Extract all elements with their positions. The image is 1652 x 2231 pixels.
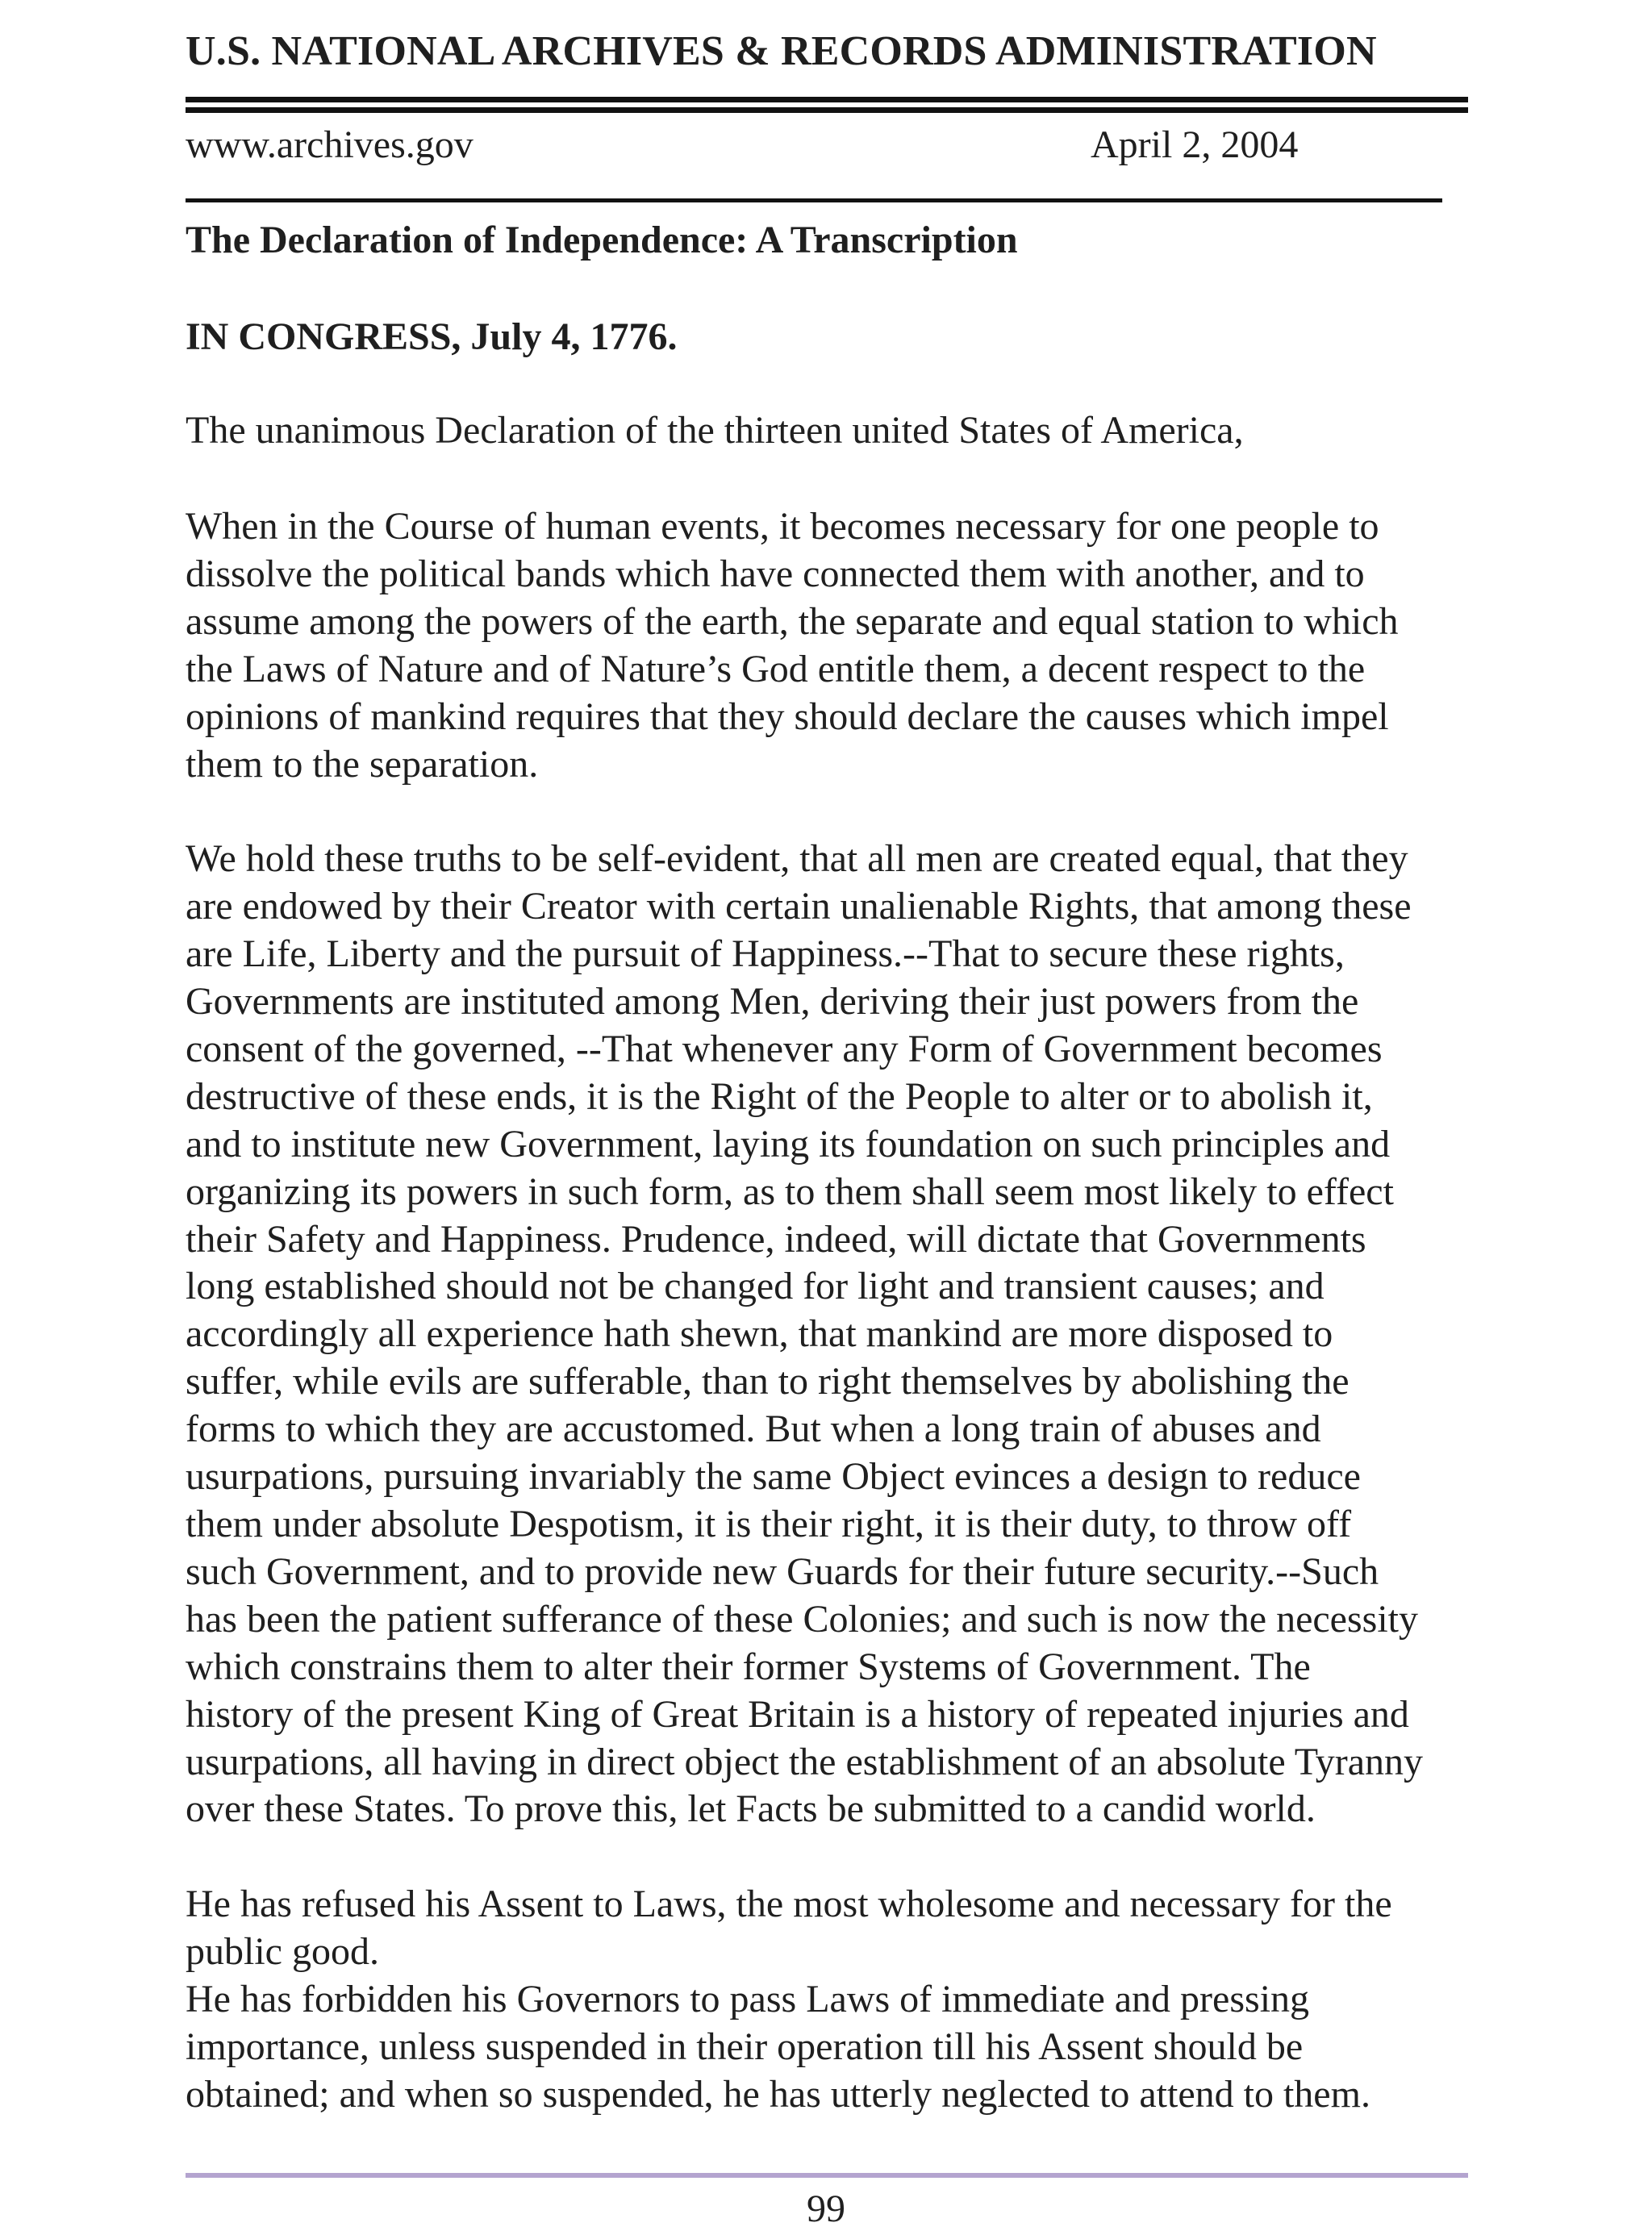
paragraph [186,1976,1484,2119]
text-line: When in the Course of human events, it becomes necessary for one people to [186,505,1379,548]
congress-line: IN CONGRESS, July 4, 1776. [186,315,678,358]
text-line: dissolve the political bands which have connected them with another, and to [186,552,1365,595]
text-line: assume among the powers of the earth, the separate and equal station to which [186,599,1399,643]
text-line: such Government, and to provide new Guards for their future security.--Such [186,1549,1379,1593]
intro-line: The unanimous Declaration of the thirteen united States of America, [186,409,1244,452]
text-line: consent of the governed, --That whenever any Form of Government becomes [186,1027,1383,1070]
subheader-rule [186,198,1442,202]
text-line: long established should not be changed for light and transient causes; and [186,1265,1325,1308]
text-line: opinions of mankind requires that they should declare the causes which impel [186,694,1389,738]
text-line: accordingly all experience hath shewn, that mankind are more disposed to [186,1312,1333,1356]
text-line: over these States. To prove this, let Facts be submitted to a candid world. [186,1787,1316,1831]
text-line: He has refused his Assent to Laws, the most wholesome and necessary for the [186,1883,1392,1926]
publication-date: April 2, 2004 [1091,123,1299,166]
text-line: are Life, Liberty and the pursuit of Happiness.--That to secure these rights, [186,932,1345,976]
text-line: usurpations, pursuing invariably the same Object evinces a design to reduce [186,1455,1361,1499]
text-line: forms to which they are accustomed. But when a long train of abuses and [186,1407,1321,1451]
paragraph [186,1881,1484,1976]
text-line: the Laws of Nature and of Nature’s God entitle them, a decent respect to the [186,647,1366,690]
text-line: organizing its powers in such form, as to them shall seem most likely to effect [186,1170,1394,1213]
text-line: Governments are instituted among Men, deriving their just powers from the [186,980,1359,1024]
text-line: destructive of these ends, it is the Right of the People to alter or to abolish it, [186,1074,1373,1118]
header-rule-top [186,97,1468,102]
page-number: 99 [807,2187,845,2230]
text-line: them under absolute Despotism, it is their right, it is their duty, to throw off [186,1503,1352,1546]
text-line: suffer, while evils are sufferable, than to right themselves by abolishing the [186,1360,1350,1403]
text-line: and to institute new Government, laying its foundation on such principles and [186,1122,1391,1166]
text-line: are endowed by their Creator with certain unalienable Rights, that among these [186,885,1412,928]
website-url: www.archives.gov [186,123,473,166]
text-line: We hold these truths to be self-evident, that all men are created equal, that they [186,837,1408,881]
agency-header: U.S. NATIONAL ARCHIVES & RECORDS ADMINISTRATION [186,28,1377,74]
text-line: them to the separation. [186,742,539,786]
header-rule-bottom [186,107,1468,113]
text-line: history of the present King of Great Britain is a history of repeated injuries and [186,1692,1409,1736]
text-line: usurpations, all having in direct object the establishment of an absolute Tyranny [186,1740,1424,1783]
text-line: obtained; and when so suspended, he has utterly neglected to attend to them. [186,2072,1370,2116]
document-body [186,503,1484,2119]
text-line: public good. [186,1930,379,1974]
paragraph [186,836,1484,1833]
text-line: their Safety and Happiness. Prudence, indeed, will dictate that Governments [186,1217,1366,1261]
text-line: which constrains them to alter their former Systems of Government. The [186,1645,1311,1688]
text-line: has been the patient sufferance of these Colonies; and such is now the necessity [186,1597,1419,1641]
text-line: He has forbidden his Governors to pass Laws of immediate and pressing [186,1978,1310,2021]
text-line: importance, unless suspended in their operation till his Assent should be [186,2025,1304,2068]
document-title: The Declaration of Independence: A Transcription [186,219,1018,261]
footer-rule [186,2173,1468,2178]
paragraph [186,503,1484,788]
